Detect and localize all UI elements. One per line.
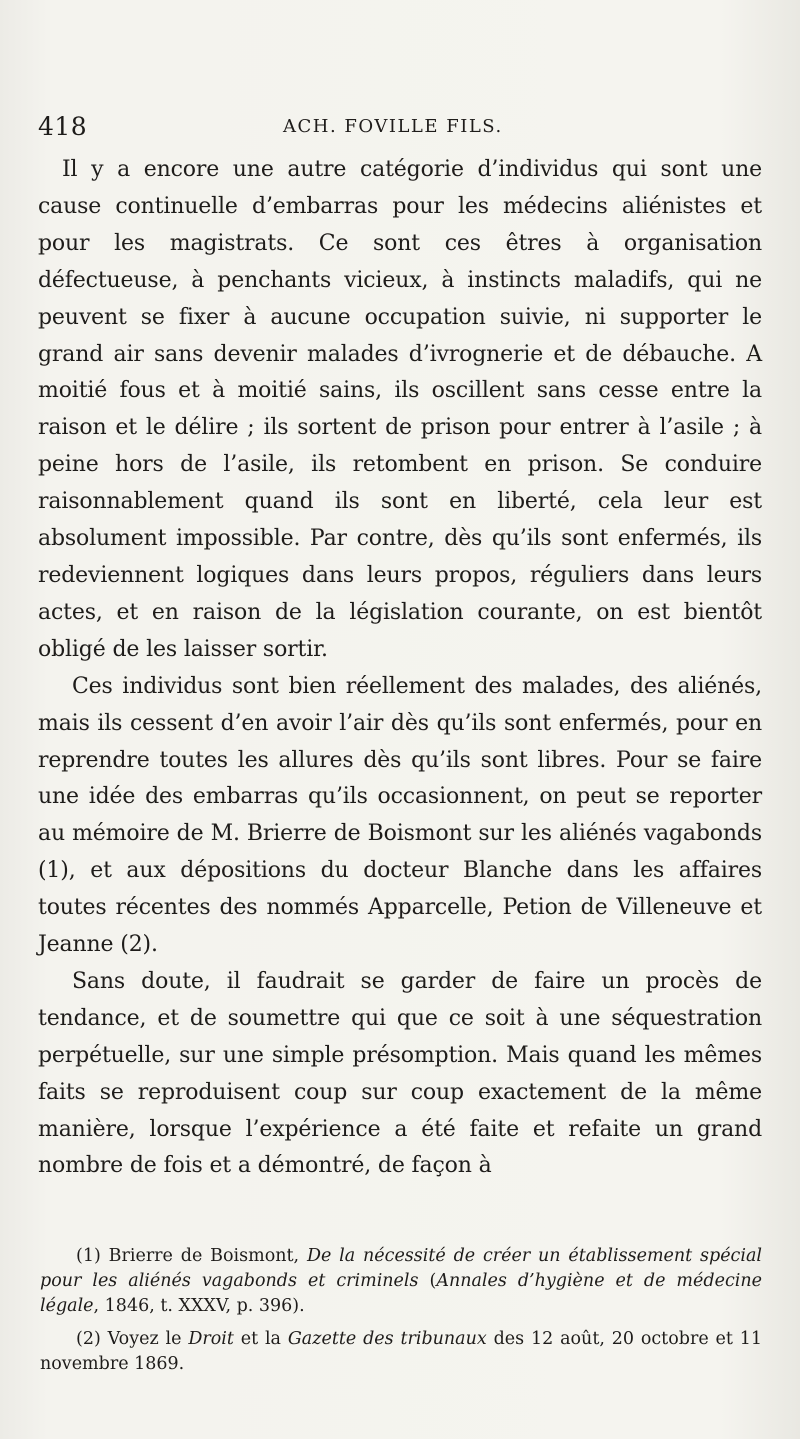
footnote-1 xyxy=(40,1244,762,1319)
running-head xyxy=(38,112,748,142)
footnote-2-droit: Droit xyxy=(188,1329,234,1349)
paragraph-1: Il y a encore une autre catégorie d’individus qui sont une cause continuelle d’embarras pour les médecins aliénistes et pour les magistrats. Ce sont ces êtres à organisation défectueuse, à penchants vicieux, à instincts maladifs, qui ne peuvent se fixer à aucune occupation suivie, ni supporter le grand air sans devenir malades d’ivrognerie et de débauche. A moitié fous et à moitié sains, ils oscillent sans cesse entre la raison et le délire ; ils sortent de prison pour entrer à l’asile ; à peine hors de l’asile, ils retombent en prison. Se conduire raisonnablement quand ils sont en liberté, cela leur est absolument impossible. Par contre, dès qu’ils sont enfermés, ils redeviennent logiques dans leurs propos, réguliers dans leurs actes, et en raison de la législation courante, on est bientôt obligé de les laisser sortir. xyxy=(38,157,762,662)
footnote-1-author: Brierre de Boismont, xyxy=(108,1246,300,1266)
footnote-1-journal: Annales d’hygiène et de médecine légale xyxy=(40,1271,762,1316)
running-title: ACH. FOVILLE FILS. xyxy=(283,116,503,137)
footnotes xyxy=(40,1244,762,1377)
body-text xyxy=(38,152,762,1185)
footnote-1-details: , 1846, t. XXXV, p. 396). xyxy=(93,1296,305,1316)
footnote-2-marker: (2) xyxy=(76,1329,101,1349)
footnote-2-gazette: Gazette des tribunaux xyxy=(287,1329,487,1349)
footnote-2-text-c: des 12 août, 20 octobre et 11 novembre 1869. xyxy=(40,1329,763,1374)
footnote-2-text-a: Voyez le xyxy=(107,1329,182,1349)
footnote-1-marker: (1) xyxy=(76,1246,101,1266)
footnote-1-title: De la nécessité de créer un établissement spécial pour les aliénés vagabonds et criminels xyxy=(40,1246,762,1291)
footnote-2 xyxy=(40,1327,762,1377)
paragraph-2: Ces individus sont bien réellement des malades, des aliénés, mais ils cessent d’en avoir l’air dès qu’ils sont enfermés, pour en reprendre toutes les allures dès qu’ils sont libres. Pour se faire une idée des embarras qu’ils occasionnent, on peut se reporter au mémoire de M. Brierre de Boismont sur les aliénés vagabonds (1), et aux dépositions du docteur Blanche dans les affaires toutes récentes des nommés Apparcelle, Petion de Villeneuve et Jeanne (2). xyxy=(38,673,762,958)
footnote-2-text-b: et la xyxy=(240,1329,281,1349)
page-number: 418 xyxy=(38,112,88,141)
footnote-1-open-paren: ( xyxy=(429,1271,437,1291)
paragraph-3: Sans doute, il faudrait se garder de faire un procès de tendance, et de soumettre qui que ce soit à une séquestration perpétuelle, sur une simple présomption. Mais quand les mêmes faits se reproduisent coup sur coup exactement de la même manière, lorsque l’expérience a été faite et refaite un grand nombre de fois et a démontré, de façon à xyxy=(38,968,762,1179)
